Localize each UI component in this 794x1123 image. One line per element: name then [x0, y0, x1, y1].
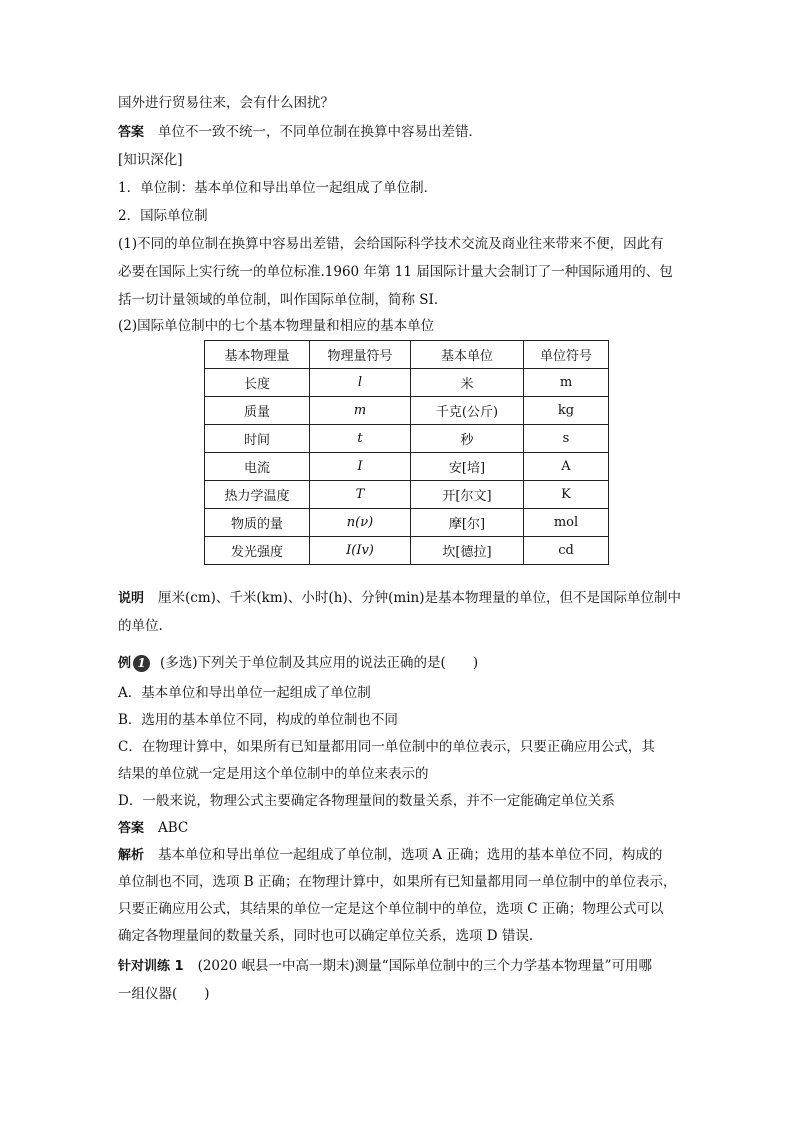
table-row — [205, 537, 609, 565]
option-b: B．选用的基本单位不同，构成的单位制也不同 — [118, 712, 398, 728]
quantity-cell: 时间 — [205, 425, 310, 453]
table-header-row — [205, 341, 609, 369]
answer-line — [118, 124, 482, 141]
answer-label: 答案 — [118, 125, 145, 140]
item-si: 2．国际单位制 — [118, 208, 208, 224]
unit-cell: 安[培] — [411, 453, 524, 481]
analysis-line2: 单位制也不同，选项 B 正确；在物理计算中，如果所有已知量都用同一单位制中的单位表示， — [118, 874, 677, 890]
example-answer — [118, 820, 188, 837]
unit-cell: 摩[尔] — [411, 509, 524, 537]
unit-symbol-cell: mol — [524, 509, 609, 537]
table-row — [205, 509, 609, 537]
table-header: 单位符号 — [524, 341, 609, 369]
training-line1 — [118, 958, 652, 975]
para2: (2)国际单位制中的七个基本物理量和相应的基本单位 — [118, 318, 435, 334]
training-label: 针对训练 1 — [118, 959, 184, 974]
analysis-label: 解析 — [118, 848, 145, 863]
option-c-line1: C．在物理计算中，如果所有已知量都用同一单位制中的单位表示，只要正确应用公式，其 — [118, 739, 655, 755]
training-text: (2020 岷县一中高一期末)测量“国际单位制中的三个力学基本物理量”可用哪 — [197, 958, 653, 974]
table-row — [205, 453, 609, 481]
para1-line3: 括一切计量领域的单位制，叫作国际单位制，简称 SI. — [118, 292, 439, 308]
note-line1 — [118, 590, 681, 607]
table-row — [205, 481, 609, 509]
note-line2: 的单位. — [118, 618, 163, 634]
note-text: 厘米(cm)、千米(km)、小时(h)、分钟(min)是基本物理量的单位，但不是国际单位制中 — [158, 590, 682, 606]
example-stem-text: (多选)下列关于单位制及其应用的说法正确的是( ) — [160, 655, 479, 671]
unit-cell: 秒 — [411, 425, 524, 453]
table-header: 基本物理量 — [205, 341, 310, 369]
unit-cell: 米 — [411, 369, 524, 397]
training-line2: 一组仪器( ) — [118, 986, 210, 1002]
example-stem — [118, 655, 478, 672]
table-header: 物理量符号 — [310, 341, 411, 369]
quantity-cell: 电流 — [205, 453, 310, 481]
example-label: 例 — [118, 656, 132, 671]
symbol-cell: n(ν) — [310, 509, 411, 537]
unit-cell: 坎[德拉] — [411, 537, 524, 565]
quantity-cell: 长度 — [205, 369, 310, 397]
unit-symbol-cell: m — [524, 369, 609, 397]
table-row — [205, 425, 609, 453]
quantity-cell: 物质的量 — [205, 509, 310, 537]
symbol-cell: I(Iv) — [310, 537, 411, 565]
option-c-line2: 结果的单位就一定是用这个单位制中的单位来表示的 — [118, 766, 429, 782]
example-number-badge: 1 — [133, 655, 150, 672]
symbol-cell: t — [310, 425, 411, 453]
symbol-cell: I — [310, 453, 411, 481]
table-row — [205, 369, 609, 397]
unit-symbol-cell: kg — [524, 397, 609, 425]
option-a: A．基本单位和导出单位一起组成了单位制 — [118, 685, 371, 701]
para1-line1: (1)不同的单位制在换算中容易出差错，会给国际科学技术交流及商业往来带来不便，因此有 — [118, 236, 664, 252]
option-d: D．一般来说，物理公式主要确定各物理量间的数量关系，并不一定能确定单位关系 — [118, 793, 615, 809]
analysis-line4: 确定各物理量间的数量关系，同时也可以确定单位关系，选项 D 错误. — [118, 928, 534, 944]
analysis-text: 基本单位和导出单位一起组成了单位制，选项 A 正确；选用的基本单位不同，构成的 — [158, 847, 663, 863]
analysis-line1 — [118, 847, 662, 864]
question-tail: 国外进行贸易往来，会有什么困扰？ — [118, 95, 334, 111]
si-base-units-table — [204, 340, 609, 565]
table-header: 基本单位 — [411, 341, 524, 369]
unit-symbol-cell: A — [524, 453, 609, 481]
item-unit-system: 1．单位制：基本单位和导出单位一起组成了单位制． — [118, 180, 438, 196]
quantity-cell: 质量 — [205, 397, 310, 425]
answer-value: ABC — [158, 820, 189, 836]
unit-cell: 开[尔文] — [411, 481, 524, 509]
symbol-cell: T — [310, 481, 411, 509]
answer-label: 答案 — [118, 821, 145, 836]
unit-symbol-cell: cd — [524, 537, 609, 565]
quantity-cell: 热力学温度 — [205, 481, 310, 509]
unit-cell: 千克(公斤) — [411, 397, 524, 425]
analysis-line3: 只要正确应用公式，其结果的单位一定是这个单位制中的单位，选项 C 正确；物理公式可以 — [118, 901, 664, 917]
section-heading: [知识深化] — [118, 152, 183, 168]
table-row — [205, 397, 609, 425]
note-label: 说明 — [118, 591, 145, 606]
unit-symbol-cell: K — [524, 481, 609, 509]
quantity-cell: 发光强度 — [205, 537, 310, 565]
symbol-cell: m — [310, 397, 411, 425]
unit-symbol-cell: s — [524, 425, 609, 453]
symbol-cell: l — [310, 369, 411, 397]
para1-line2: 必要在国际上实行统一的单位标准.1960 年第 11 届国际计量大会制订了一种国际通用的、包 — [118, 264, 673, 280]
answer-text: 单位不一致不统一，不同单位制在换算中容易出差错． — [158, 124, 483, 140]
